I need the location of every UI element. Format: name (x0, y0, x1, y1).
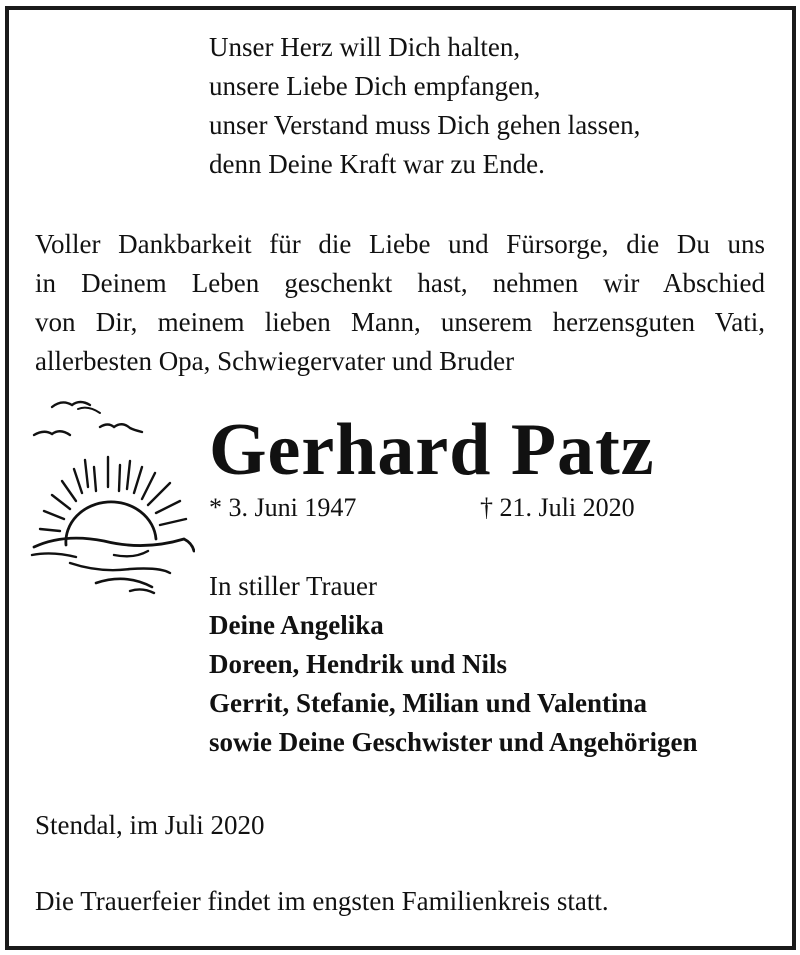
death-date: † 21. Juli 2020 (480, 493, 635, 522)
mourners-block (209, 567, 698, 762)
mourner-name: sowie Deine Geschwister und Angehörigen (209, 727, 698, 757)
birds-sunset-over-hills-icon (30, 395, 195, 600)
intro-line: in Deinem Leben geschenkt hast, nehmen wir Abschied (35, 268, 765, 298)
poem-line: Unser Herz will Dich halten, (209, 32, 521, 62)
poem-line: unser Verstand muss Dich gehen lassen, (209, 110, 641, 140)
mourning-phrase: In stiller Trauer (209, 571, 377, 601)
mourner-name: Deine Angelika (209, 610, 384, 640)
birth-date: * 3. Juni 1947 (209, 493, 357, 522)
poem-line: denn Deine Kraft war zu Ende. (209, 149, 545, 179)
intro-line: von Dir, meinem lieben Mann, unserem herzensguten Vati, (35, 307, 765, 337)
funeral-note: Die Trauerfeier findet im engsten Familienkreis statt. (35, 886, 609, 916)
deceased-name: Gerhard Patz (209, 409, 655, 491)
mourner-name: Gerrit, Stefanie, Milian und Valentina (209, 688, 648, 718)
intro-line: allerbesten Opa, Schwiegervater und Bruder (35, 346, 515, 376)
intro-text (35, 225, 765, 381)
mourner-name: Doreen, Hendrik und Nils (209, 649, 508, 679)
poem (209, 28, 640, 184)
poem-line: unsere Liebe Dich empfangen, (209, 71, 541, 101)
place-date: Stendal, im Juli 2020 (35, 810, 265, 840)
intro-line: Voller Dankbarkeit für die Liebe und Fürsorge, die Du uns (35, 229, 765, 259)
